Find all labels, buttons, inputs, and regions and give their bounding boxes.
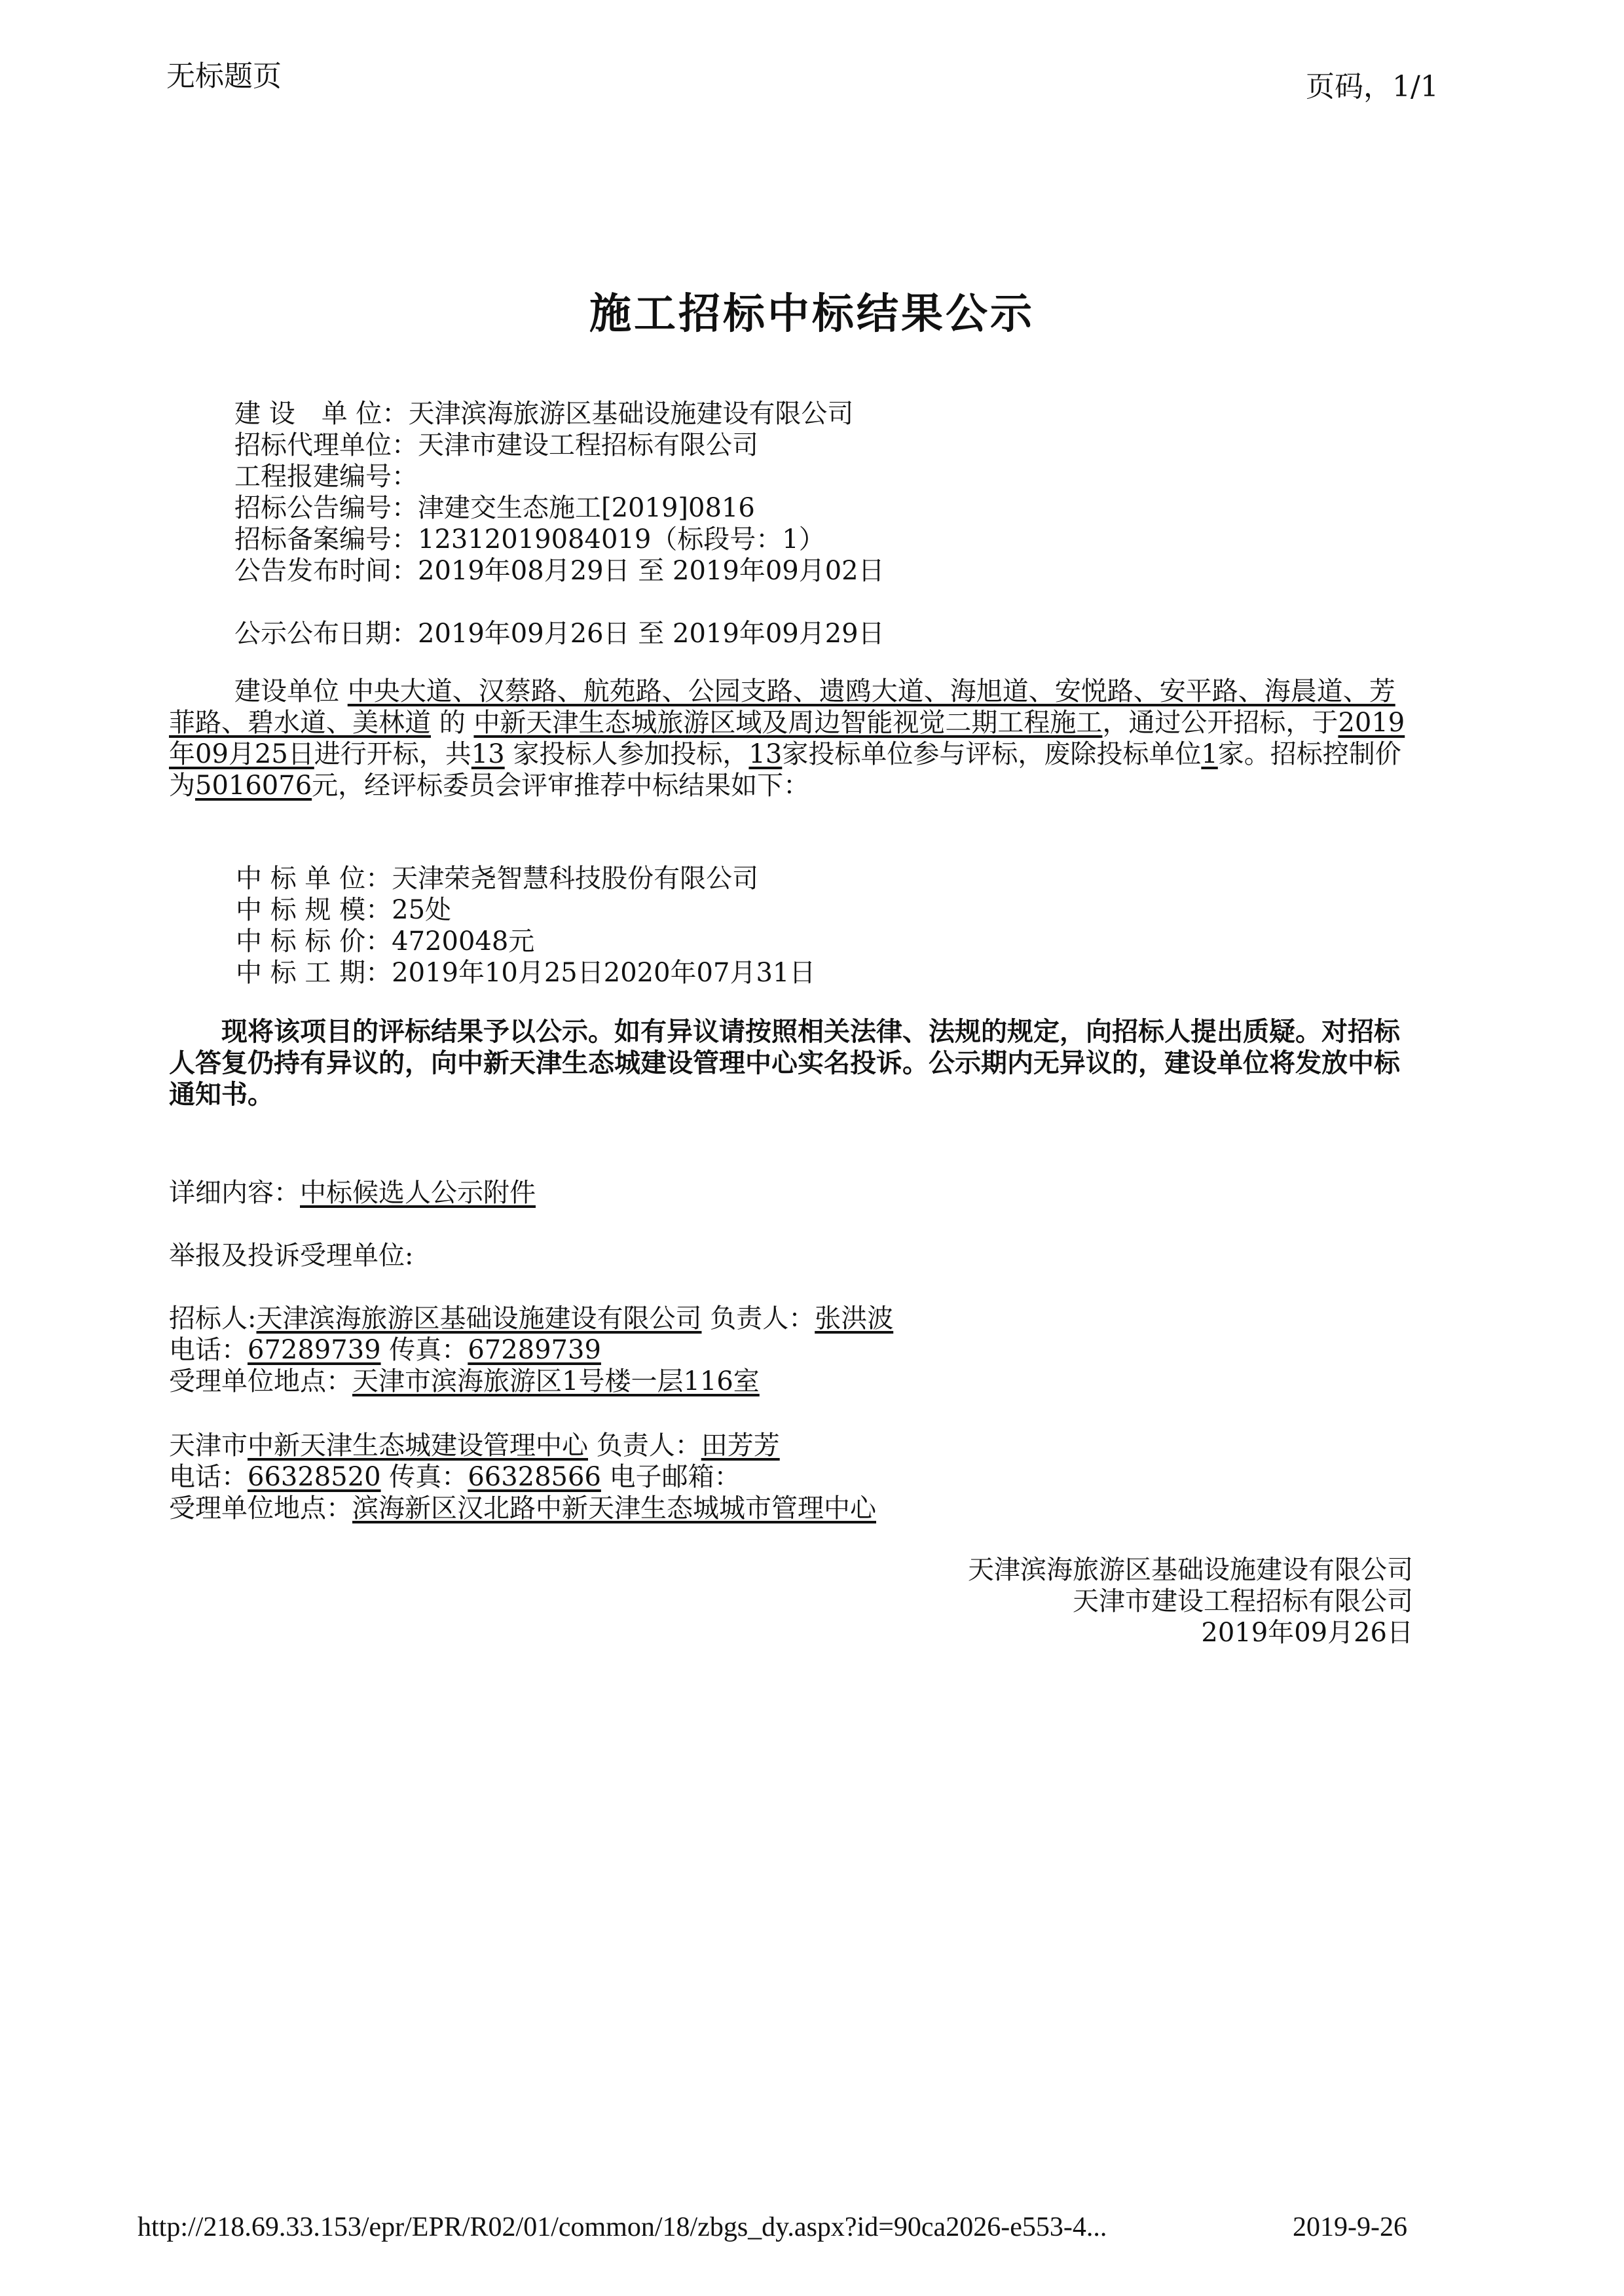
- agent-label: 招标代理单位：: [234, 430, 418, 460]
- contact1-fax-label: 传真：: [380, 1335, 468, 1365]
- document-title: 施工招标中标结果公示: [589, 289, 1035, 338]
- intro-text: ，通过公开招标，于: [1102, 708, 1338, 738]
- notice-time-line: [234, 555, 885, 587]
- contact1-fax: 67289739: [468, 1335, 601, 1365]
- contact2-org: 中新天津生态城建设管理中心: [248, 1430, 588, 1461]
- contact1-line: [169, 1303, 893, 1334]
- notice-no-label: 招标公告编号：: [234, 493, 418, 523]
- price-line: [236, 926, 534, 957]
- complaint-title: 举报及投诉受理单位:: [169, 1241, 414, 1271]
- contact1-tel-label: 电话：: [169, 1335, 248, 1365]
- contact1-tel: 67289739: [248, 1335, 381, 1365]
- intro-paragraph: [169, 676, 1413, 801]
- contact1-addr: 天津市滨海旅游区1号楼一层116室: [352, 1366, 760, 1396]
- period-line: [236, 957, 815, 989]
- contact1-label: 招标人:: [169, 1303, 257, 1334]
- price-label: 中 标 标 价：: [236, 926, 392, 957]
- builder-value: 天津滨海旅游区基础设施建设有限公司: [408, 399, 854, 429]
- notice-time-value: 2019年08月29日 至 2019年09月02日: [418, 556, 885, 586]
- intro-text: 家。招标控制价为: [169, 739, 1401, 801]
- roads-list: 中央大道、汉蔡路、航苑路、公园支路、遗鸥大道、海旭道、安悦路、安平路、海晨道、芳菲路、碧水道、美林道: [169, 676, 1395, 738]
- publicity-line: [234, 618, 885, 649]
- intro-text: 家投标单位参与评标，废除投标单位: [782, 739, 1202, 769]
- intro-text: 进行开标，共: [314, 739, 471, 769]
- contact1-person-label: 负责人：: [701, 1303, 815, 1334]
- winner-value: 天津荣尧智慧科技股份有限公司: [392, 864, 759, 894]
- page-number: 页码，1/1: [1306, 70, 1439, 103]
- contact2-email-label: 电子邮箱：: [600, 1462, 741, 1492]
- signature-agent: 天津市建设工程招标有限公司: [1073, 1586, 1413, 1616]
- project-name: 中新天津生态城旅游区域及周边智能视觉二期工程施工: [473, 708, 1103, 738]
- contact2-tel: 66328520: [248, 1462, 381, 1492]
- notice-time-label: 公告发布时间：: [234, 556, 418, 586]
- evaluated-count: 13: [748, 739, 783, 769]
- record-no-value: 12312019084019（标段号：1）: [418, 524, 825, 555]
- signature-date: 2019年09月26日: [1201, 1618, 1413, 1648]
- record-no-label: 招标备案编号：: [234, 524, 418, 555]
- footer-date: 2019-9-26: [1293, 2212, 1407, 2242]
- contact1-person: 张洪波: [815, 1303, 894, 1334]
- signature-builder: 天津滨海旅游区基础设施建设有限公司: [968, 1555, 1413, 1585]
- page-header-title: 无标题页: [166, 60, 282, 93]
- scale-value: 25处: [392, 895, 452, 925]
- project-no-label: 工程报建编号：: [234, 462, 418, 492]
- contact2-tel-label: 电话：: [169, 1462, 248, 1492]
- publicity-value: 2019年09月26日 至 2019年09月29日: [418, 619, 885, 649]
- contact2-fax-label: 传真：: [380, 1462, 468, 1492]
- rejected-count: 1: [1201, 739, 1218, 769]
- contact2-addr: 滨海新区汉北路中新天津生态城城市管理中心: [352, 1493, 876, 1523]
- contact2-addr-line: [169, 1493, 876, 1524]
- open-date: 2019年09月25日: [169, 708, 1405, 769]
- agent-line: [234, 429, 758, 461]
- objection-notice: 现将该项目的评标结果予以公示。如有异议请按照相关法律、法规的规定，向招标人提出质疑。对招标人答复仍持有异议的，向中新天津生态城建设管理中心实名投诉。公示期内无异议的，建设单位将发放中标通知书。: [169, 1016, 1400, 1110]
- contact2-phone-line: [169, 1461, 741, 1493]
- bidder-count: 13: [471, 739, 505, 769]
- contact2-person: 田芳芳: [701, 1430, 780, 1461]
- control-price: 5016076: [195, 771, 312, 801]
- scale-label: 中 标 规 模：: [236, 895, 392, 925]
- builder-line: [234, 398, 853, 429]
- winner-line: [236, 863, 758, 894]
- details-label: 详细内容：: [169, 1178, 300, 1208]
- winner-label: 中 标 单 位：: [236, 864, 392, 894]
- notice-no-value: 津建交生态施工[2019]0816: [418, 493, 755, 523]
- scale-line: [236, 894, 451, 926]
- footer-url: http://218.69.33.153/epr/EPR/R02/01/common/18/zbgs_dy.aspx?id=90ca2026-e553-4...: [138, 2212, 1107, 2242]
- period-label: 中 标 工 期：: [236, 958, 392, 988]
- contact2-fax: 66328566: [468, 1462, 601, 1492]
- contact1-org: 天津滨海旅游区基础设施建设有限公司: [256, 1303, 702, 1334]
- contact2-line: [169, 1430, 780, 1461]
- agent-value: 天津市建设工程招标有限公司: [418, 430, 758, 460]
- price-value: 4720048元: [392, 926, 535, 957]
- contact2-org-prefix: 天津市: [169, 1430, 248, 1461]
- contact1-phone-line: [169, 1334, 601, 1366]
- intro-text: 元，经评标委员会评审推荐中标结果如下：: [312, 771, 810, 801]
- notice-no-line: [234, 492, 755, 524]
- contact2-person-label: 负责人：: [588, 1430, 701, 1461]
- contact2-addr-label: 受理单位地点：: [169, 1493, 352, 1523]
- contact1-addr-line: [169, 1366, 760, 1397]
- attachment-link[interactable]: 中标候选人公示附件: [300, 1178, 536, 1208]
- record-no-line: [234, 524, 825, 555]
- builder-label: 建 设 单 位：: [234, 399, 409, 429]
- intro-text: 的: [431, 708, 474, 738]
- intro-text: 家投标人参加投标，: [504, 739, 749, 769]
- contact1-addr-label: 受理单位地点：: [169, 1366, 352, 1396]
- period-value: 2019年10月25日2020年07月31日: [392, 958, 816, 988]
- intro-text: 建设单位: [234, 676, 348, 706]
- details-line: [169, 1177, 536, 1209]
- project-no-line: [234, 461, 418, 492]
- publicity-label: 公示公布日期：: [234, 619, 418, 649]
